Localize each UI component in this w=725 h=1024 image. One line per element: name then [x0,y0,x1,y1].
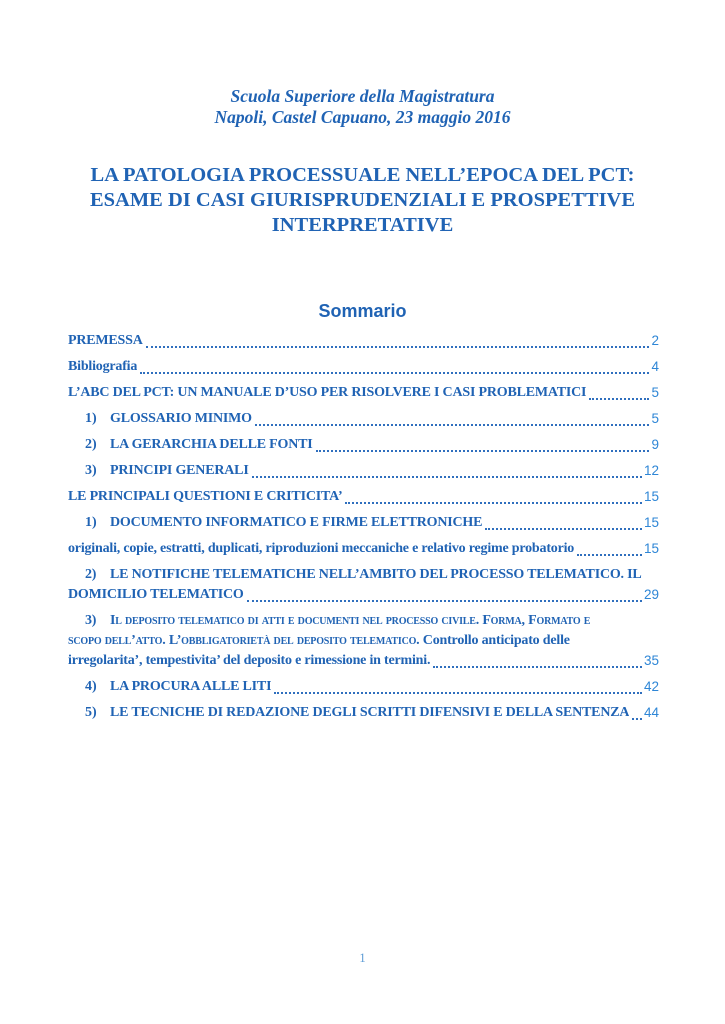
toc-entry-notifiche-telematiche[interactable] [68,565,659,605]
toc-entry-number: 1) [85,515,97,530]
header-line-institution: Scuola Superiore della Magistratura [230,86,495,106]
toc-page-number: 12 [643,463,659,478]
toc-entry-deposito-telematico[interactable] [68,611,659,671]
footer-page-number: 1 [359,951,366,965]
toc-entry-label: L’ABC DEL PCT: UN MANUALE D’USO PER RISOLVERE I CASI PROBLEMATICI [68,385,587,400]
document-title [0,163,725,238]
toc-entry-label: LE TECNICHE DI REDAZIONE DEGLI SCRITTI DIFENSIVI E DELLA SENTENZA [110,705,630,720]
toc-leader-dots [632,718,642,720]
toc-leader-dots [255,424,650,426]
title-line-3: INTERPRETATIVE [271,214,454,236]
toc-entry-number: 2) [85,437,97,452]
toc-leader-dots [589,398,649,400]
toc-entry-number: 2) [85,567,97,582]
toc-entry-number: 3) [85,613,97,628]
toc-leader-dots [146,346,650,348]
toc-page-number: 15 [643,515,659,530]
toc-entry-bibliografia[interactable] [68,357,659,377]
toc-entry-label: originali, copie, estratti, duplicati, riproduzioni meccaniche e relativo regime probatorio [68,541,575,556]
toc-page-number: 15 [643,541,659,556]
toc-page-number: 9 [651,437,659,452]
toc-entry-label: LE PRINCIPALI QUESTIONI E CRITICITA’ [68,489,343,504]
toc-entry-label-line3: irregolarita’, tempestivita’ del deposito e rimessione in termini. [68,653,431,668]
toc-leader-dots [247,600,642,602]
toc-leader-dots [274,692,642,694]
toc-entry-principali-questioni[interactable] [68,487,659,507]
toc-entry-gerarchia-fonti[interactable] [68,435,659,455]
toc-entry-label-line1: Il deposito telematico di atti e documenti nel processo civile. Forma, Formato e [110,613,591,628]
toc-leader-dots [577,554,642,556]
toc-entry-label: LA PROCURA ALLE LITI [110,679,272,694]
title-line-2: ESAME DI CASI GIURISPRUDENZIALI E PROSPETTIVE [89,189,636,211]
toc-page-number: 44 [643,705,659,720]
toc-page-number: 42 [643,679,659,694]
toc-page-number: 15 [643,489,659,504]
toc-entry-label-line2-smallcaps: scopo dell’atto. L’obbligatorietà del deposito telematico. [68,633,420,648]
toc-leader-dots [345,502,642,504]
toc-entry-procura-alle-liti[interactable] [68,677,659,697]
toc-entry-glossario-minimo[interactable] [68,409,659,429]
toc-page-number: 5 [651,411,659,426]
table-of-contents [68,331,659,723]
toc-entry-label: GLOSSARIO MINIMO [110,411,252,426]
toc-entry-label: Bibliografia [68,359,138,374]
toc-leader-dots [485,528,642,530]
toc-leader-dots [433,666,642,668]
toc-leader-dots [252,476,642,478]
toc-entry-number: 5) [85,705,97,720]
toc-entry-tecniche-redazione[interactable] [68,703,659,723]
toc-entry-number: 3) [85,463,97,478]
toc-entry-number: 1) [85,411,97,426]
toc-entry-originali-copie[interactable] [68,539,659,559]
toc-entry-principi-generali[interactable] [68,461,659,481]
toc-page-number: 35 [643,653,659,668]
toc-page-number: 5 [651,385,659,400]
toc-entry-number: 4) [85,679,97,694]
toc-page-number: 2 [651,333,659,348]
document-header [0,0,725,128]
toc-entry-label: PRINCIPI GENERALI [110,463,249,478]
title-line-1: LA PATOLOGIA PROCESSUALE NELL’EPOCA DEL PCT: [90,164,635,186]
toc-page-number: 29 [643,587,659,602]
toc-entry-abc-del-pct[interactable] [68,383,659,403]
toc-entry-label-line2-rest: Controllo anticipato delle [422,633,570,648]
toc-entry-label: LA GERARCHIA DELLE FONTI [110,437,313,452]
header-line-location-date: Napoli, Castel Capuano, 23 maggio 2016 [214,107,511,127]
toc-entry-label: PREMESSA [68,333,143,348]
toc-heading: Sommario [318,301,407,321]
toc-entry-label: DOCUMENTO INFORMATICO E FIRME ELETTRONICHE [110,515,483,530]
toc-entry-label-line2: DOMICILIO TELEMATICO [68,587,244,602]
toc-entry-documento-informatico[interactable] [68,513,659,533]
toc-page-number: 4 [651,359,659,374]
toc-entry-label-line1: LE NOTIFICHE TELEMATICHE NELL’AMBITO DEL PROCESSO TELEMATICO. IL [110,567,642,582]
toc-leader-dots [140,372,649,374]
toc-leader-dots [316,450,650,452]
toc-entry-premessa[interactable] [68,331,659,351]
